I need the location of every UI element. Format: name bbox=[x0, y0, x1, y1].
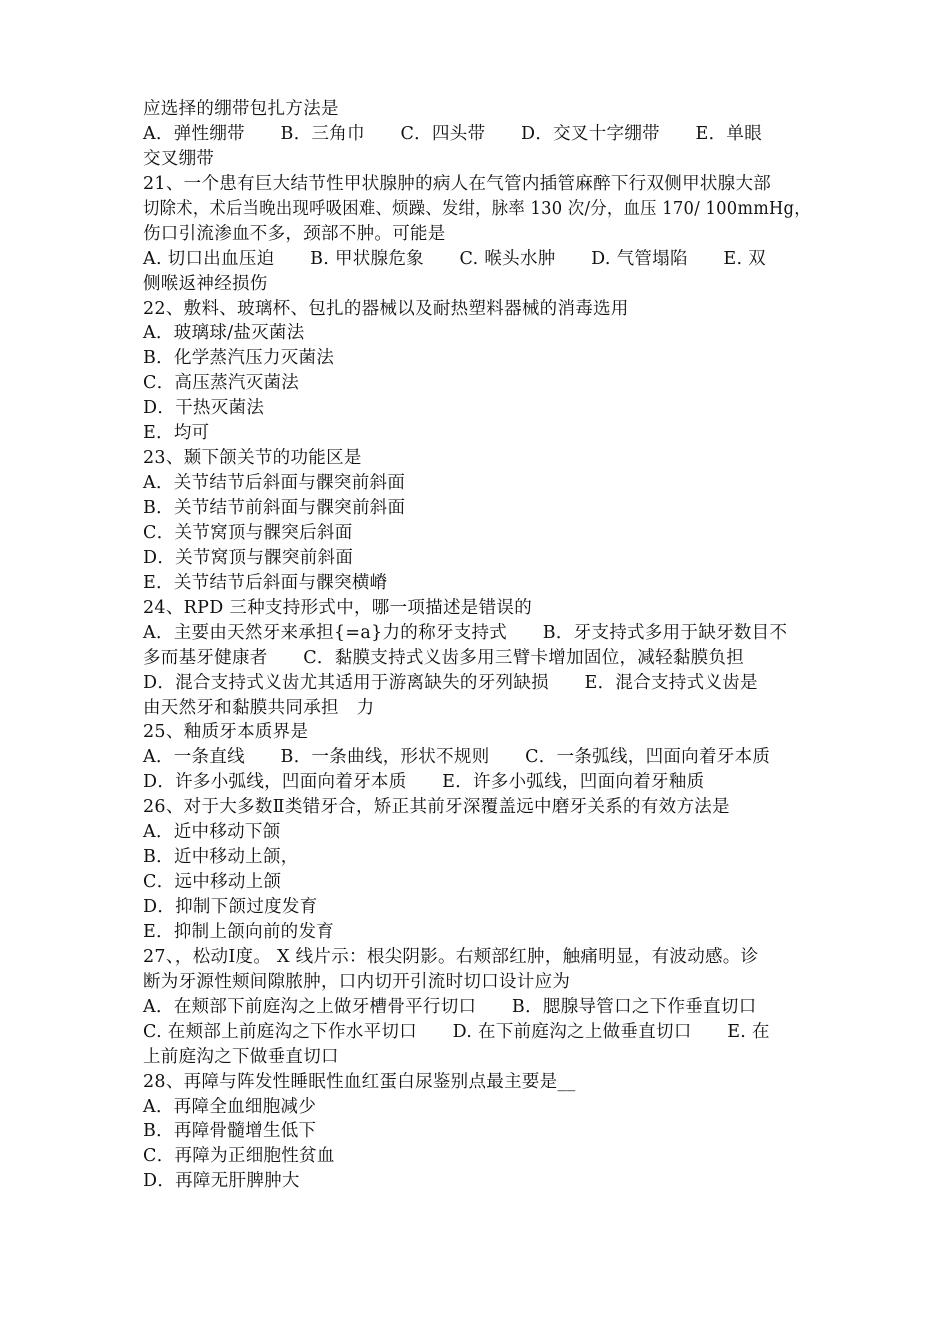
text-line: 25、釉质牙本质界是 bbox=[143, 722, 309, 743]
text-line: B．再障骨髓增生低下 bbox=[143, 1121, 317, 1142]
text-line: D．许多小弧线，凹面向着牙本质 E．许多小弧线，凹面向着牙釉质 bbox=[143, 772, 705, 793]
text-line: 侧喉返神经损伤 bbox=[143, 273, 268, 294]
text-line: 应选择的绷带包扎方法是 bbox=[143, 99, 339, 119]
text-line: 多而基牙健康者 C．黏膜支持式义齿多用三臂卡增加固位，减轻黏膜负担 bbox=[143, 647, 745, 668]
text-line: A. 切口出血压迫 B. 甲状腺危象 C. 喉头水肿 D. 气管塌陷 E. 双 bbox=[143, 248, 766, 269]
text-line: 22、敷料、玻璃杯、包扎的器械以及耐热塑料器械的消毒选用 bbox=[143, 298, 629, 319]
text-line: 28、再障与阵发性睡眠性血红蛋白尿鉴别点最主要是__ bbox=[143, 1071, 576, 1092]
text-line: D．干热灭菌法 bbox=[143, 398, 265, 419]
text-line: E．均可 bbox=[143, 423, 210, 444]
text-line: A．再障全血细胞减少 bbox=[143, 1096, 317, 1117]
text-line: C. 在颊部上前庭沟之下作水平切口 D. 在下前庭沟之上做垂直切口 E. 在 bbox=[143, 1021, 770, 1042]
text-line: D．混合支持式义齿尤其适用于游离缺失的牙列缺损 E．混合支持式义齿是 bbox=[143, 672, 758, 693]
text-line: A．关节结节后斜面与髁突前斜面 bbox=[143, 473, 406, 494]
text-line: A．弹性绷带 B．三角巾 C．四头带 D．交叉十字绷带 E．单眼 bbox=[143, 123, 762, 144]
text-line: C．高压蒸汽灭菌法 bbox=[143, 373, 300, 394]
text-line: 切除术，术后当晚出现呼吸困难、烦躁、发绀，脉率 130 次/分，血压 170/ 100mmHg， bbox=[143, 198, 811, 219]
text-line: C．关节窝顶与髁突后斜面 bbox=[143, 522, 353, 543]
document-body bbox=[143, 97, 811, 1194]
text-line: 26、对于大多数Ⅱ类错牙合，矫正其前牙深覆盖远中磨牙关系的有效方法是 bbox=[143, 797, 730, 818]
text-line: 断为牙源性颊间隙脓肿，口内切开引流时切口设计应为 bbox=[143, 971, 571, 992]
text-line: C．再障为正细胞性贫血 bbox=[143, 1146, 335, 1167]
text-line: 21、一个患有巨大结节性甲状腺肿的病人在气管内插管麻醉下行双侧甲状腺大部 bbox=[143, 173, 772, 194]
text-line: 由天然牙和黏膜共同承担 力 bbox=[143, 697, 375, 718]
text-line: E．关节结节后斜面与髁突横嵴 bbox=[143, 572, 388, 593]
text-line: E．抑制上颌向前的发育 bbox=[143, 921, 335, 942]
text-line: 24、RPD 三种支持形式中，哪一项描述是错误的 bbox=[143, 597, 533, 618]
text-line: A．玻璃球/盐灭菌法 bbox=[143, 323, 305, 344]
text-line: D．抑制下颌过度发育 bbox=[143, 897, 318, 917]
text-line: A．近中移动下颌 bbox=[143, 822, 281, 843]
text-line: C．远中移动上颌 bbox=[143, 872, 282, 893]
text-line: 上前庭沟之下做垂直切口 bbox=[143, 1046, 339, 1067]
text-line: B．关节结节前斜面与髁突前斜面 bbox=[143, 498, 406, 518]
text-line: A．一条直线 B．一条曲线，形状不规则 C．一条弧线，凹面向着牙本质 bbox=[143, 747, 771, 768]
text-line: B．近中移动上颌， bbox=[143, 847, 299, 868]
text-line: D．关节窝顶与髁突前斜面 bbox=[143, 547, 354, 568]
text-line: 伤口引流渗血不多，颈部不肿。可能是 bbox=[143, 223, 446, 244]
text-line: A．在颊部下前庭沟之上做牙槽骨平行切口 B．腮腺导管口之下作垂直切口 bbox=[143, 996, 757, 1017]
text-line: D．再障无肝脾肿大 bbox=[143, 1171, 300, 1192]
text-line: B．化学蒸汽压力灭菌法 bbox=[143, 348, 335, 369]
text-line: 交叉绷带 bbox=[143, 148, 215, 169]
text-line: 27、，松动Ⅰ度。 X 线片示：根尖阴影。右颊部红肿，触痛明显，有波动感。诊 bbox=[143, 946, 759, 967]
text-line: A．主要由天然牙来承担{=a}力的称牙支持式 B．牙支持式多用于缺牙数目不 bbox=[143, 622, 788, 643]
text-line: 23、颞下颌关节的功能区是 bbox=[143, 448, 362, 469]
